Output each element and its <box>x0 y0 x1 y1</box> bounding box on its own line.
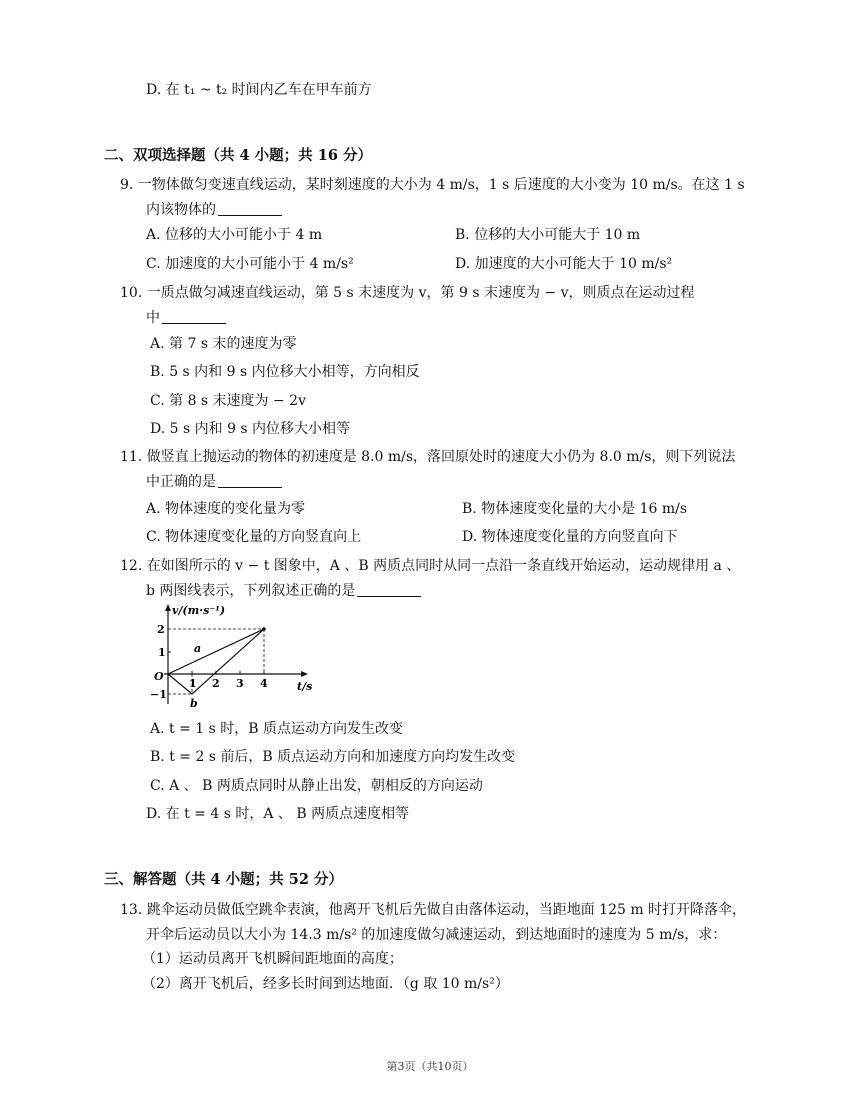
answer-blank <box>218 473 282 488</box>
q13-stem-line2: 开伞后运动员以大小为 14.3 m/s² 的加速度做匀减速运动，到达地面时的速度为 5 m/s，求： <box>146 927 727 943</box>
q10-option-b: B. 5 s 内和 9 s 内位移大小相等，方向相反 <box>150 364 420 380</box>
line-b-label: b <box>190 697 198 710</box>
q13-stem-line1: 13. 跳伞运动员做低空跳伞表演，他离开飞机后先做自由落体运动，当距地面 125 m 时打开降落伞， <box>120 902 747 918</box>
y-axis-arrow-icon <box>165 604 171 611</box>
answer-blank <box>162 309 226 324</box>
q12-option-a: A. t = 1 s 时，B 质点运动方向发生改变 <box>150 721 403 737</box>
q10-option-a: A. 第 7 s 末的速度为零 <box>150 336 297 352</box>
y-tick-label-2: 2 <box>157 623 165 636</box>
q11-stem-line1: 11. 做竖直上抛运动的物体的初速度是 8.0 m/s，落回原处时的速度大小仍为 8.0 m/s，则下列说法 <box>120 449 736 465</box>
q13-subquestion-1: （1）运动员离开飞机瞬间距地面的高度； <box>142 951 403 967</box>
x-tick-label-3: 3 <box>236 677 244 690</box>
q12-stem-line1: 12. 在如图所示的 v − t 图象中，A 、B 两质点同时从同一点沿一条直线开始运动，运动规律用 a 、 <box>120 558 741 574</box>
q11-option-a: A. 物体速度的变化量为零 <box>146 501 306 517</box>
x-axis-label: t/s <box>297 680 313 693</box>
q9-option-b: B. 位移的大小可能大于 10 m <box>455 227 641 243</box>
origin-label: O <box>154 670 164 683</box>
q9-option-d: D. 加速度的大小可能大于 10 m/s² <box>455 256 673 272</box>
answer-blank <box>218 201 282 216</box>
y-tick-label-neg1: −1 <box>150 688 167 701</box>
x-tick-label-1: 1 <box>189 677 197 690</box>
q11-option-d: D. 物体速度变化量的方向竖直向下 <box>462 529 678 545</box>
q12-option-b: B. t = 2 s 前后，B 质点运动方向和加速度方向均发生改变 <box>150 749 516 765</box>
q10-stem-line2: 中 <box>146 308 226 328</box>
y-tick-label-1: 1 <box>158 646 166 659</box>
x-tick-label-4: 4 <box>260 677 268 690</box>
q12-option-c: C. A 、 B 两质点同时从静止出发，朝相反的方向运动 <box>150 778 483 794</box>
q9-stem-line2: 内该物体的 <box>146 200 282 220</box>
q9-option-c: C. 加速度的大小可能小于 4 m/s² <box>146 256 354 272</box>
q11-stem-line2: 中正确的是 <box>146 472 282 492</box>
section-2-title: 二、双项选择题（共 4 小题；共 16 分） <box>104 147 372 164</box>
q10-stem-line1: 10. 一质点做匀减速直线运动，第 5 s 末速度为 v，第 9 s 末速度为 − v，则质点在运动过程 <box>120 285 695 301</box>
page-footer: 第3页（共10页） <box>386 1060 474 1073</box>
q11-option-c: C. 物体速度变化量的方向竖直向上 <box>146 529 362 545</box>
q11-option-b: B. 物体速度变化量的大小是 16 m/s <box>462 501 688 517</box>
x-axis-arrow-icon <box>301 671 308 677</box>
vt-graph <box>150 600 320 710</box>
intersection-point <box>262 627 266 631</box>
q12-option-d: D. 在 t = 4 s 时，A 、 B 两质点速度相等 <box>146 806 410 822</box>
q9-stem-line1: 9. 一物体做匀变速直线运动，某时刻速度的大小为 4 m/s，1 s 后速度的大小变为 10 m/s。在这 1 s <box>120 177 745 193</box>
answer-blank <box>357 582 421 597</box>
q9-option-a: A. 位移的大小可能小于 4 m <box>146 227 323 243</box>
q13-subquestion-2: （2）离开飞机后，经多长时间到达地面．（g 取 10 m/s²） <box>142 976 509 992</box>
line-a <box>168 629 264 674</box>
q10-option-d: D. 5 s 内和 9 s 内位移大小相等 <box>150 421 351 437</box>
y-axis-label: v/(m·s⁻¹) <box>172 604 226 617</box>
q12-stem-line2: b 两图线表示，下列叙述正确的是 <box>146 581 421 601</box>
x-tick-label-2: 2 <box>212 677 220 690</box>
q8-option-d: D. 在 t₁ ~ t₂ 时间内乙车在甲车前方 <box>146 82 372 98</box>
q10-option-c: C. 第 8 s 末速度为 − 2v <box>150 393 307 409</box>
line-a-label: a <box>194 642 202 655</box>
section-3-title: 三、解答题（共 4 小题；共 52 分） <box>104 871 343 888</box>
